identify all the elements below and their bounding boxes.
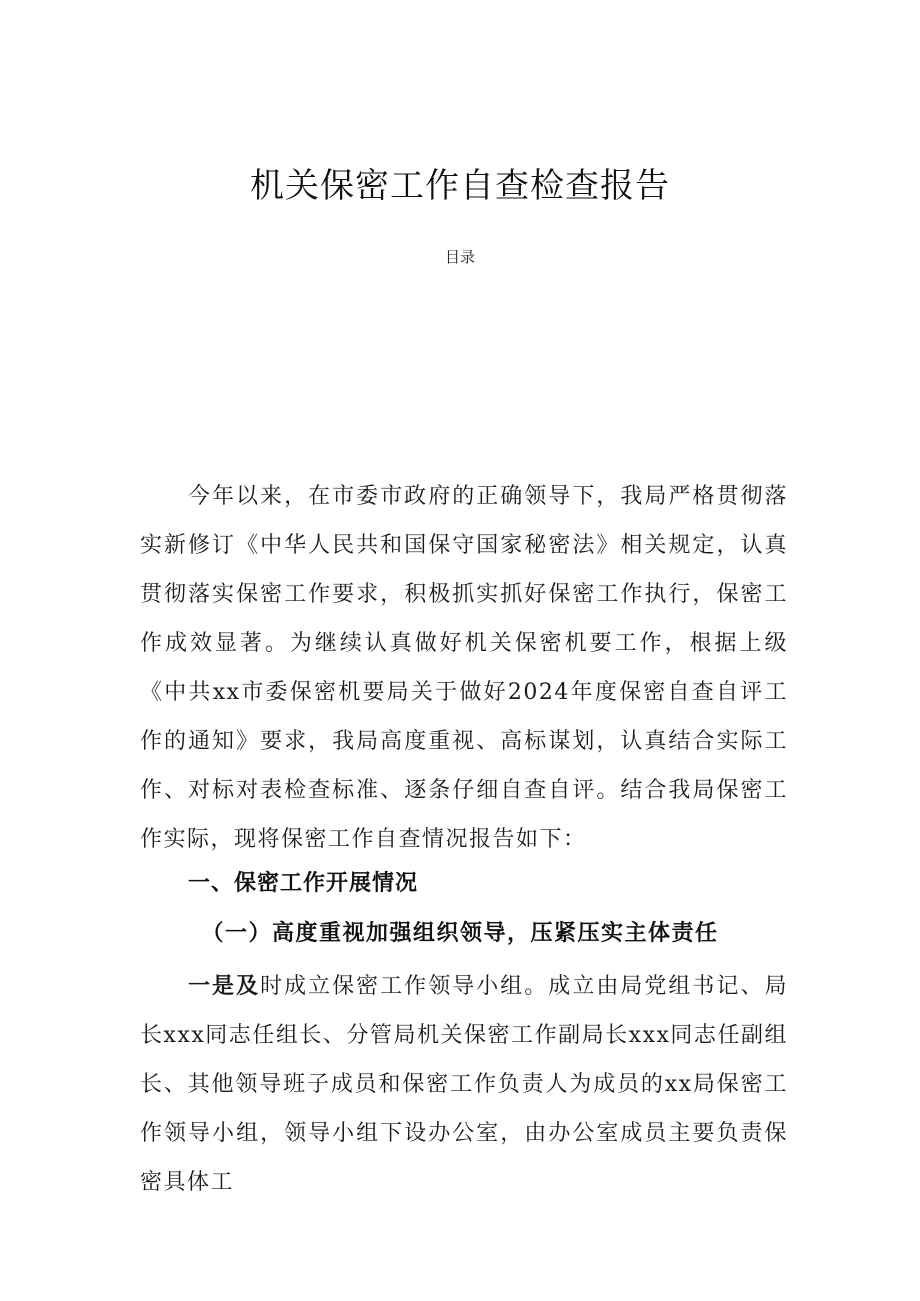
item-body-text: 时成立保密工作领导小组。成立由局党组书记、局长xxx同志任组长、分管局机关保密工作副局长xxx同志任副组长、其他领导班子成员和保密工作负责人为成员的xx局保密工作领导小组，领导小组下设办公室，由办公室成员主要负责保密具体工 [140,974,788,1195]
section-heading: 一、保密工作开展情况 [188,871,419,896]
item-paragraph [140,962,788,1207]
intro-paragraph: 今年以来，在市委市政府的正确领导下，我局严格贯彻落实新修订《中华人民共和国保守国家秘密法》相关规定，认真贯彻落实保密工作要求，积极抓实抓好保密工作执行，保密工作成效显著。为继续认真做好机关保密机要工作，根据上级《中共xx市委保密机要局关于做好2024年度保密自查自评工作的通知》要求，我局高度重视、高标谋划，认真结合实际工作、对标对表检查标准、逐条仔细自查自评。结合我局保密工作实际，现将保密工作自查情况报告如下： [140,484,788,852]
item-lead-text: 一是及 [188,973,261,999]
document-title: 机关保密工作自查检查报告 [250,166,670,206]
subsection-heading: （一）高度重视加强组织领导，压紧压实主体责任 [201,920,719,946]
table-of-contents-label: 目录 [444,248,475,266]
